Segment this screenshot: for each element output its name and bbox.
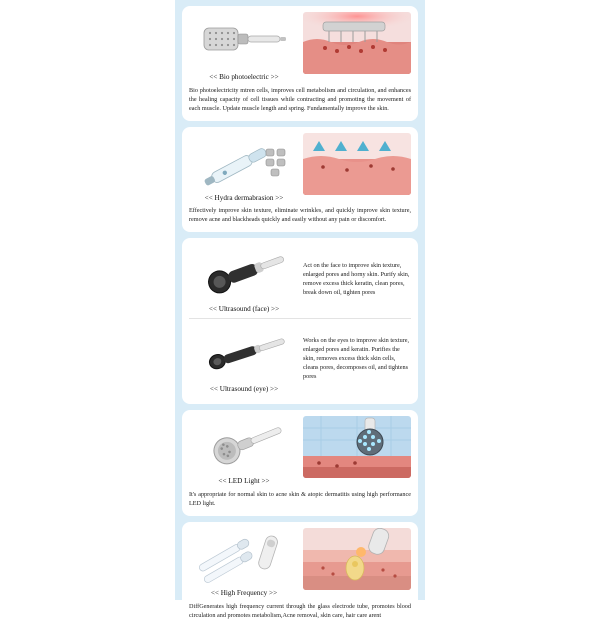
feature-card-ultrasound [182,238,418,404]
microneedle-roller-head-icon [192,12,296,70]
feature-card-hydra-dermabrasion [182,127,418,233]
caption-bio-photoelectric: << Bio photoelectric >> [209,73,279,81]
card-top-row [189,12,411,82]
caption-ultrasound-eye: << Ultrasound (eye) >> [209,384,279,393]
hydra-dermabrasion-handle-with-tips-icon [192,133,296,191]
device-column [189,528,299,598]
device-column [189,133,299,203]
ultrasound-eye-row [189,324,411,394]
description-ultrasound-eye: Works on the eyes to improve skin texture, enlarged pores and keratin. Purifies the skin, removes excess thick skin cells, cleans pores, decomposes oil, and tightens pores [303,337,410,381]
feature-card-led-light [182,410,418,516]
feature-column [175,0,425,619]
photo-skin-layer-high-frequency [303,528,411,590]
led-light-handle-icon [192,416,296,474]
caption-led-light: << LED Light >> [218,477,270,486]
description-high-frequency: DiffGenerates high frequency current through the glass electrode tube, promotes blood circulation and promotes metabolism,Acne removal, skin care, hair care arent [189,602,411,619]
ultrasound-divider [189,318,411,319]
photo-led-lamp-on-skin [303,416,411,478]
description-ultrasound-face: Act on the face to improve skin texture, enlarged pores and horny skin. Purify skin, remove excess thick keratin, clean pores, break down oil, tighten pores [303,262,410,296]
device-column [189,416,299,486]
description-bio-photoelectric: Bio photoelectricity mtren cells, improves cell metabolism and circulation, and enhances the healing capacity of cell tissues while contracting and promoting the movement of each muscle. Update muscle length and spring. Fundamentally improve the skin. [189,86,411,112]
ultrasound-face-probe-icon [192,244,296,302]
high-frequency-glass-electrodes-icon [192,528,296,586]
caption-high-frequency: << High Frequency >> [210,589,278,598]
card-top-row [189,133,411,203]
description-led-light: It's appropriate for normal skin to acne skin & atopic dermatitis using high performance LED light. [189,491,411,508]
caption-hydra-dermabrasion: << Hydra dermabrasion >> [204,193,284,202]
card-top-row [189,528,411,598]
caption-ultrasound-face: << Ultrasound (face) >> [208,305,280,314]
photo-skin-cross-section-red-light [303,12,411,74]
description-hydra-dermabrasion: Effectively improve skin texture, eliminate wrinkles, and quickly improve skin texture, remove acne and blackheads quickly and easily without any pain or discomfort. [189,207,411,224]
device-column [189,244,299,314]
feature-card-high-frequency [182,522,418,628]
device-column [189,12,299,82]
card-top-row [189,416,411,486]
ultrasound-face-row [189,244,411,314]
feature-card-bio-photoelectric [182,6,418,121]
ultrasound-eye-probe-icon [192,324,296,382]
photo-skin-suction-arrows [303,133,411,195]
device-column [189,324,299,394]
